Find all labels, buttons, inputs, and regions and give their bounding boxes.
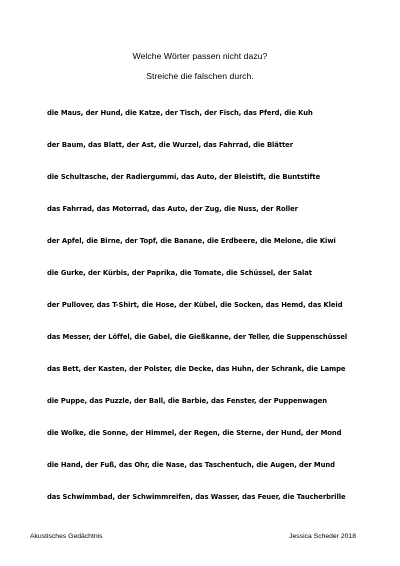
word-row-6: die Gurke, der Kürbis, der Paprika, die Tomate, die Schüssel, der Salat <box>47 269 312 277</box>
word-row-8: das Messer, der Löffel, die Gabel, die Gießkanne, der Teller, die Suppenschüssel <box>47 333 348 341</box>
worksheet-title: Welche Wörter passen nicht dazu? <box>132 51 268 61</box>
word-row-1: die Maus, der Hund, die Katze, der Tisch, der Fisch, das Pferd, die Kuh <box>47 109 313 117</box>
worksheet-instruction: Streiche die falschen durch. <box>146 71 254 81</box>
word-row-2: der Baum, das Blatt, der Ast, die Wurzel, das Fahrrad, die Blätter <box>47 141 293 149</box>
word-row-3: die Schultasche, der Radiergummi, das Auto, der Bleistift, die Buntstifte <box>47 173 321 181</box>
word-row-13: das Schwimmbad, der Schwimmreifen, das Wasser, das Feuer, die Taucherbrille <box>47 493 346 501</box>
footer-author: Jessica Scheder 2018 <box>289 533 356 540</box>
word-row-9: das Bett, der Kasten, der Polster, die Decke, das Huhn, der Schrank, die Lampe <box>47 365 346 373</box>
word-row-10: die Puppe, das Puzzle, der Ball, die Barbie, das Fenster, der Puppenwagen <box>47 397 328 405</box>
footer-topic: Akustisches Gedächtnis <box>30 533 103 540</box>
word-list <box>47 108 387 524</box>
word-row-7: der Pullover, das T-Shirt, die Hose, der Kübel, die Socken, das Hemd, das Kleid <box>47 301 343 309</box>
word-row-5: der Apfel, die Birne, der Topf, die Banane, die Erdbeere, die Melone, die Kiwi <box>47 237 336 245</box>
word-row-11: die Wolke, die Sonne, der Himmel, der Regen, die Sterne, der Hund, der Mond <box>47 429 342 437</box>
word-row-12: die Hand, der Fuß, das Ohr, die Nase, das Taschentuch, die Augen, der Mund <box>47 461 335 469</box>
word-row-4: das Fahrrad, das Motorrad, das Auto, der Zug, die Nuss, der Roller <box>47 205 298 213</box>
